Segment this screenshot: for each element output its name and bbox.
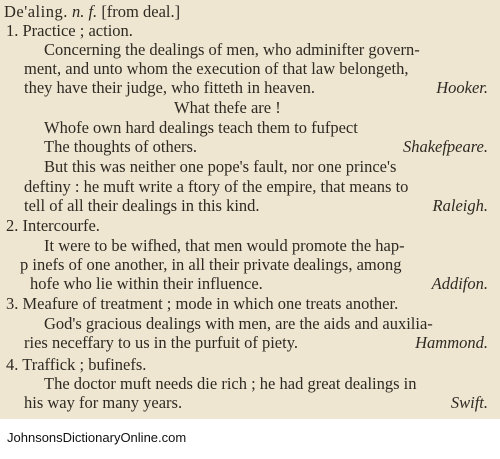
entry-header bbox=[4, 2, 180, 22]
quote-line: Whofe own hard dealings teach them to fufpect bbox=[44, 118, 358, 137]
footer bbox=[0, 419, 500, 459]
part-of-speech: n. f. bbox=[71, 2, 98, 21]
quote-line: Concerning the dealings of men, who adminifter govern- bbox=[44, 40, 420, 59]
quote-author: Hammond. bbox=[415, 333, 488, 352]
quote-line: God's gracious dealings with men, are the aids and auxilia- bbox=[44, 314, 433, 333]
quote-line: It were to be wifhed, that men would promote the hap- bbox=[44, 236, 405, 255]
quote-author: Raleigh. bbox=[432, 196, 488, 215]
quote-line: tell of all their dealings in this kind. bbox=[24, 196, 260, 215]
quote-line: p inefs of one another, in all their private dealings, among bbox=[20, 255, 402, 274]
quote-line: What thefe are ! bbox=[174, 98, 281, 117]
quote-line: they have their judge, who fitteth in heaven. bbox=[24, 78, 315, 97]
quote-line: The thoughts of others. bbox=[44, 137, 198, 156]
sense-definition: Practice ; action. bbox=[22, 21, 133, 40]
sense-1-heading bbox=[6, 21, 133, 41]
etymology: [from deal.] bbox=[101, 2, 181, 21]
quote-line: The doctor muft needs die rich ; he had great dealings in bbox=[44, 374, 417, 393]
quote-author: Swift. bbox=[450, 393, 488, 412]
quote-author: Shakefpeare. bbox=[402, 137, 488, 156]
quote-line: But this was neither one pope's fault, nor one prince's bbox=[44, 157, 397, 176]
sense-number: 4. bbox=[6, 355, 19, 374]
quote-line: ment, and unto whom the execution of that law belongeth, bbox=[24, 59, 409, 78]
quote-line: ries neceffary to us in the purfuit of piety. bbox=[24, 333, 298, 352]
quote-author: Addifon. bbox=[431, 274, 488, 293]
sense-definition: Meafure of treatment ; mode in which one treats another. bbox=[22, 294, 399, 313]
sense-number: 1. bbox=[6, 21, 19, 40]
quote-line: hofe who lie within their influence. bbox=[30, 274, 263, 293]
quote-author: Hooker. bbox=[436, 78, 488, 97]
sense-4-heading bbox=[6, 355, 146, 375]
quote-line: his way for many years. bbox=[24, 393, 183, 412]
site-link[interactable]: JohnsonsDictionaryOnline.com bbox=[7, 430, 187, 445]
sense-definition: Intercourfe. bbox=[22, 216, 100, 235]
quote-line: deftiny : he muft write a ftory of the empire, that means to bbox=[24, 177, 409, 196]
headword: De'aling. bbox=[4, 2, 68, 21]
sense-number: 2. bbox=[6, 216, 19, 235]
sense-3-heading bbox=[6, 294, 398, 314]
sense-definition: Traffick ; bufinefs. bbox=[22, 355, 147, 374]
sense-number: 3. bbox=[6, 294, 19, 313]
sense-2-heading bbox=[6, 216, 100, 236]
